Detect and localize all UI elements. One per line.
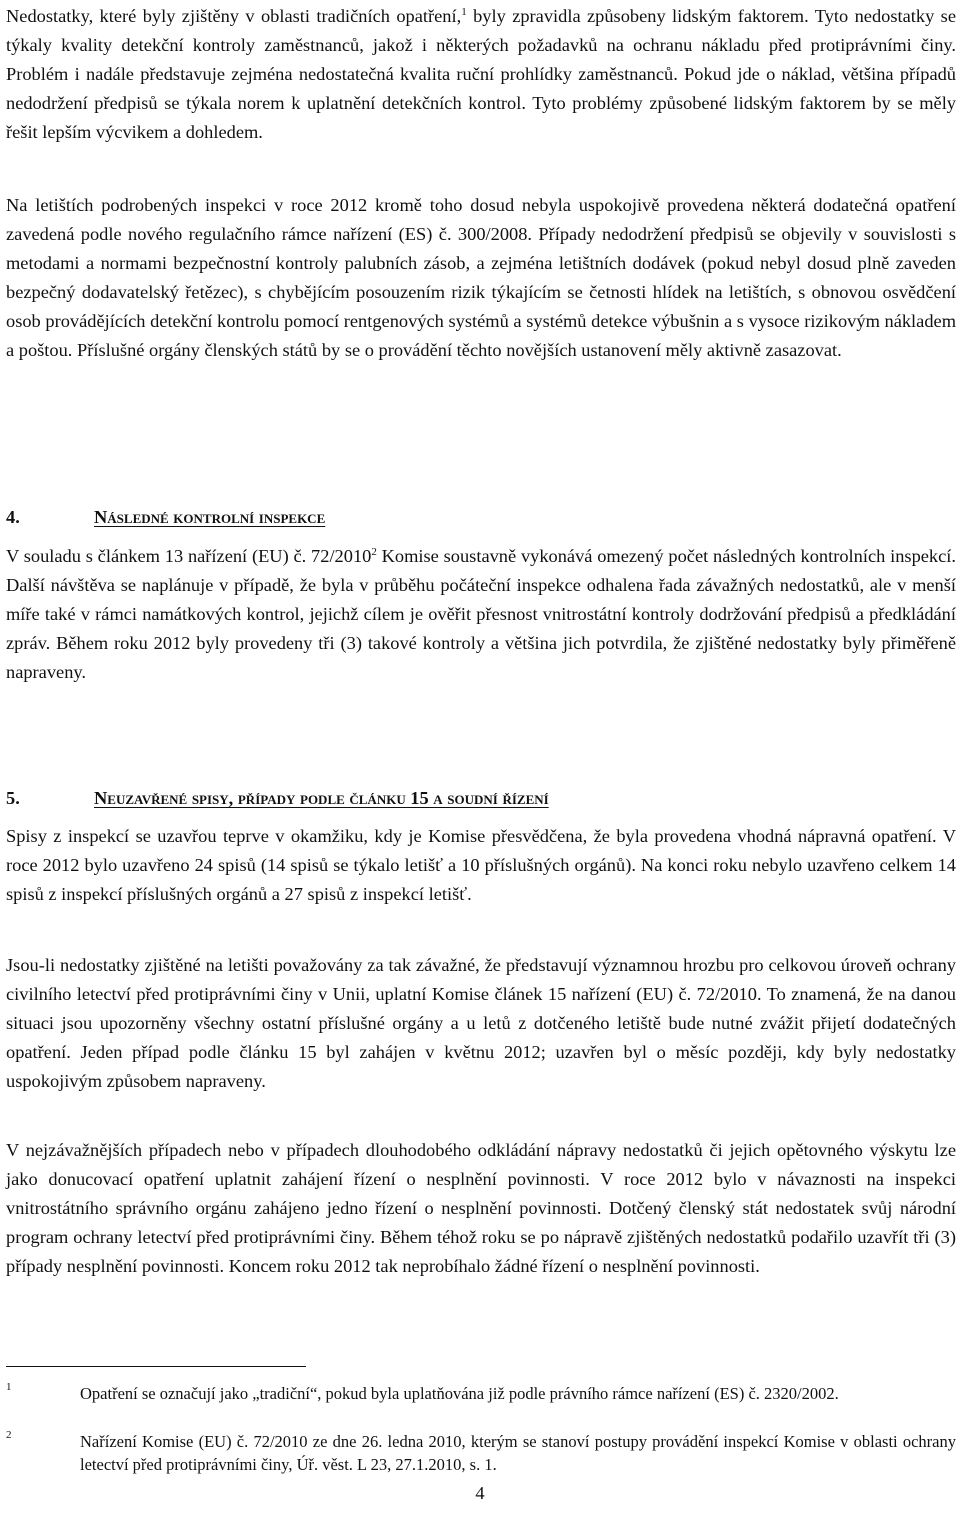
paragraph-text: V souladu s článkem 13 nařízení (EU) č. 72/2010 (6, 546, 372, 566)
paragraph-closed-files (6, 822, 956, 909)
paragraph-text: Spisy z inspekcí se uzavřou teprve v okamžiku, kdy je Komise přesvědčena, že byla provedena vhodná nápravná opatření. V roce 2012 bylo uzavřeno 24 spisů (14 spisů se týkalo letišť a 10 příslušných orgánů). Na konci roku nebylo uzavřeno celkem 14 spisů z inspekcí příslušných orgánů a 27 spisů z inspekcí letišť. (6, 826, 956, 904)
section-number: 4. (6, 507, 20, 527)
paragraph-traditional-measures (6, 2, 956, 147)
section-title: Následné kontrolní inspekce (94, 507, 326, 527)
paragraph-text: Na letištích podrobených inspekci v roce 2012 kromě toho dosud nebyla uspokojivě provedena některá dodatečná opatření zavedená podle nového regulačního rámce nařízení (ES) č. 300/2008. Případy nedodržení předpisů se objevily v souvislosti s metodami a normami bezpečnostní kontroly palubních zásob, a zejména letištních dodávek (pokud nebyl dosud plně zaveden bezpečný dodavatelský řetězec), s chybějícím posouzením rizik týkajícím se četnosti hlídek na letištích, s obnovou osvědčení osob provádějících detekční kontrolu pomocí rentgenových systémů a systémů detekce výbušnin a s vysoce rizikovým nákladem a poštou. Příslušné orgány členských států by se o provádění těchto novějších ustanovení měly aktivně zasazovat. (6, 195, 956, 360)
paragraph-text: Komise soustavně vykonává omezený počet následných kontrolních inspekcí. Další návštěva se naplánuje v případě, že byla v průběhu počáteční inspekce odhalena řada závažných nedostatků, ale v menší míře také v rámci namátkových kontrol, jejichž cílem je ověřit přesnost vnitrostátní kontroly dodržování předpisů a předkládání zpráv. Během roku 2012 byly provedeny tři (3) takové kontroly a většina jich potvrdila, že zjištěné nedostatky byly přiměřeně napraveny. (6, 546, 956, 682)
footnote-ref-1[interactable]: 1 (461, 5, 467, 18)
footnote-text: Nařízení Komise (EU) č. 72/2010 ze dne 26. ledna 2010, kterým se stanoví postupy provádění inspekcí Komise v oblasti ochrany letectví před protiprávními činy, Úř. věst. L 23, 27.1.2010, s. 1. (80, 1432, 956, 1474)
footnote-mark: 2 (6, 1429, 12, 1441)
paragraph-infringement (6, 1136, 956, 1281)
page-number: 4 (475, 1483, 485, 1503)
footnote-2 (6, 1430, 956, 1476)
footnote-ref-2[interactable]: 2 (371, 545, 377, 558)
section-title: Neuzavřené spisy, případy podle článku 15 a soudní řízení (94, 788, 549, 808)
paragraph-follow-up-inspections (6, 542, 956, 687)
paragraph-text: V nejzávažnějších případech nebo v případech dlouhodobého odkládání nápravy nedostatků či jejich opětovného výskytu lze jako donucovací opatření uplatnit zahájení řízení o nesplnění povinnosti. V roce 2012 bylo v návaznosti na inspekci vnitrostátního správního orgánu zahájeno jedno řízení o nesplnění povinnosti. Dotčený členský stát nedostatek svůj národní program ochrany letectví před protiprávními činy. Během téhož roku se po nápravě zjištěných nedostatků podařilo uzavřít tři (3) případy nesplnění povinnosti. Koncem roku 2012 tak neprobíhalo žádné řízení o nesplnění povinnosti. (6, 1140, 956, 1276)
paragraph-text: byly zpravidla způsobeny lidským faktorem. Tyto nedostatky se týkaly kvality detekční kontroly zaměstnanců, jakož i některých požadavků na ochranu nákladu před protiprávními činy. Problém i nadále představuje zejména nedostatečná kvalita ruční prohlídky zaměstnanců. Pokud jde o náklad, většina případů nedodržení předpisů se týkala norem k uplatnění detekčních kontrol. Tyto problémy způsobené lidským faktorem by se měly řešit lepším výcvikem a dohledem. (6, 6, 956, 142)
paragraph-article-15 (6, 951, 956, 1096)
section-number: 5. (6, 788, 20, 808)
footnote-mark: 1 (6, 1381, 12, 1393)
footnote-1 (6, 1382, 956, 1405)
section-heading-4 (6, 503, 956, 532)
footnote-separator (6, 1366, 306, 1367)
paragraph-text: Jsou-li nedostatky zjištěné na letišti považovány za tak závažné, že představují významnou hrozbu pro celkovou úroveň ochrany civilního letectví před protiprávními činy v Unii, uplatní Komise článek 15 nařízení (EU) č. 72/2010. To znamená, že na danou situaci jsou upozorněny všechny ostatní příslušné orgány a u letů z dotčeného letiště bude nutné zvážit přijetí dodatečných opatření. Jeden případ podle článku 15 byl zahájen v květnu 2012; uzavřen byl o měsíc později, kdy byly nedostatky uspokojivým způsobem napraveny. (6, 955, 956, 1091)
paragraph-text: Nedostatky, které byly zjištěny v oblasti tradičních opatření, (6, 6, 462, 26)
section-heading-5 (6, 784, 956, 813)
paragraph-new-framework (6, 191, 956, 365)
footnote-text: Opatření se označují jako „tradiční“, pokud byla uplatňována již podle právního rámce nařízení (ES) č. 2320/2002. (80, 1384, 839, 1403)
